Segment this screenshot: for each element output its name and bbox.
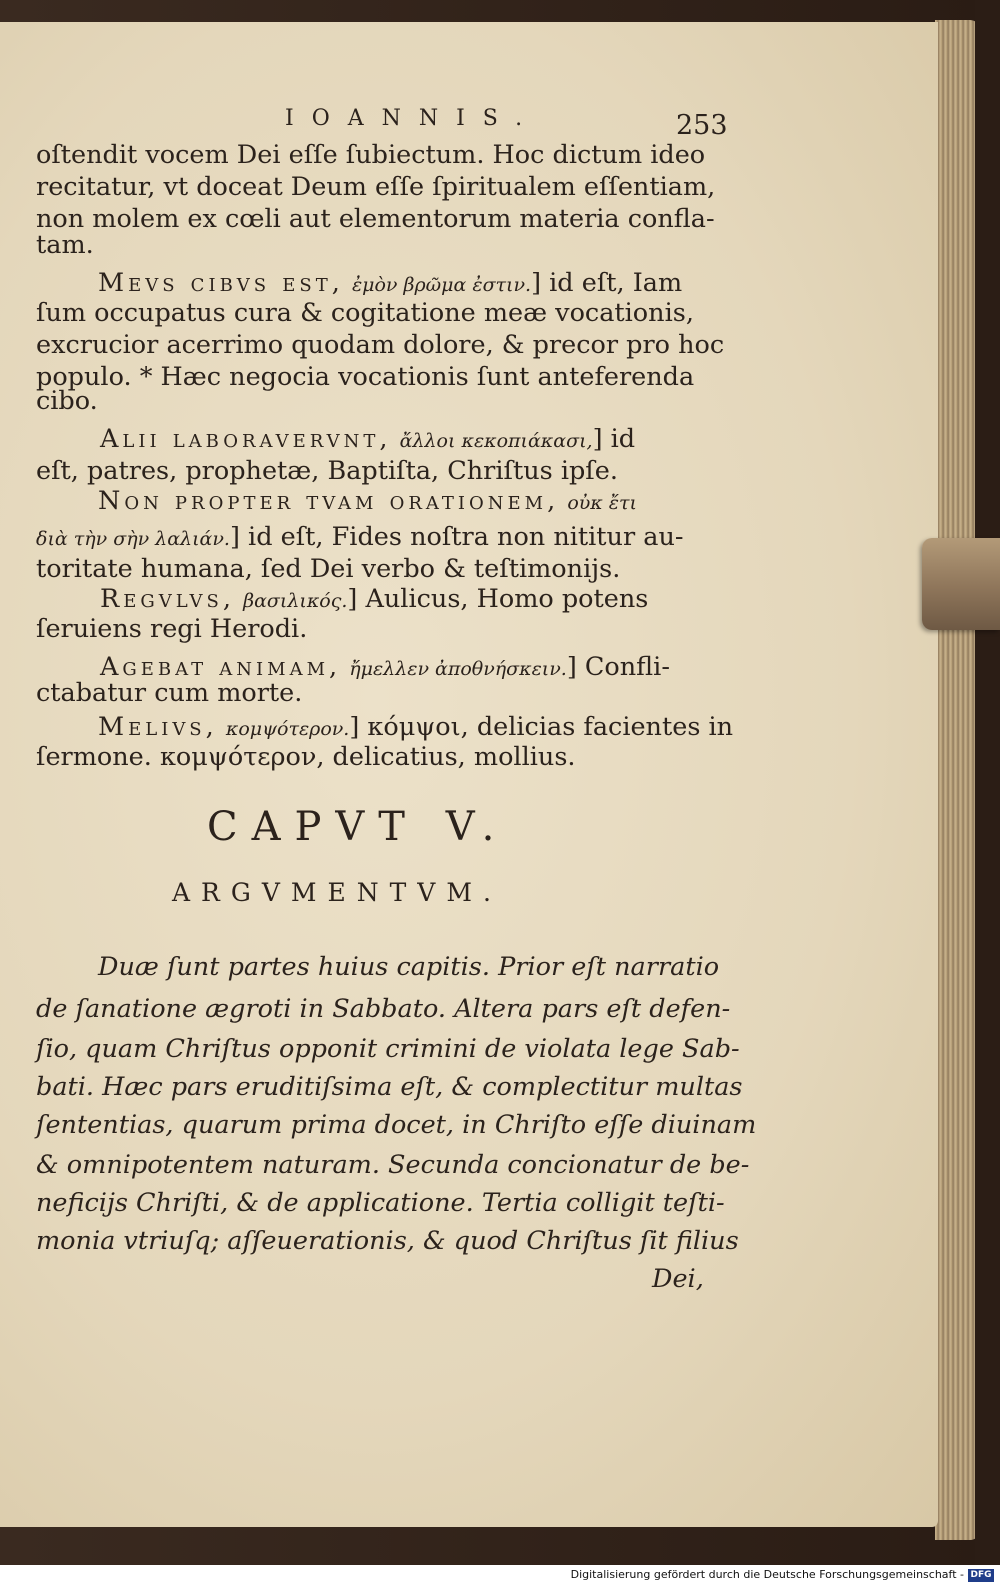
entry-greek: οὐκ ἔτι [567,492,637,514]
entry-first-line [98,712,733,745]
page-number: 253 [676,110,728,141]
entry-greek: ἤμελλεν ἀποθνήσκειν. [349,658,567,680]
chapter-title: CAPVT V. [207,804,509,850]
entry-lemma: Mevs cibvs est, [98,268,344,298]
entry-lemma: Melivs, [98,712,218,742]
entry-greek: διὰ τὴν σὴν λαλιάν. [36,528,230,550]
argumentum-line: bati. Hæc pars eruditiſsima eſt, & complectitur multas [36,1072,743,1102]
entry-first-line [100,584,648,617]
page-edges [935,20,980,1540]
entry-text: ] id [592,424,636,454]
body-line: tam. [36,230,94,260]
running-head: IOANNIS. [285,106,541,131]
dfg-logo: DFG [968,1569,994,1582]
entry-text: ] κόμψοι, delicias facientes in [349,712,734,742]
entry-lemma: Agebat animam, [100,652,342,682]
entry-line: ſeruiens regi Herodi. [36,614,308,644]
entry-text: ] Confli- [566,652,670,682]
entry-greek: κομψότερον. [225,718,350,740]
catchword: Dei, [652,1264,704,1294]
footer-credit: Digitalisierung gefördert durch die Deutsche Forschungsgemeinschaft - [570,1568,964,1581]
entry-line: ctabatur cum morte. [36,678,303,708]
argumentum-line: monia vtriuſq; aſſeuerationis, & quod Chriſtus ſit filius [36,1226,739,1256]
entry-line: ſermone. κομψότερον, delicatius, mollius. [36,742,576,772]
entry-line: excrucior acerrimo quodam dolore, & precor pro hoc [36,330,725,360]
page-paper [0,22,938,1527]
book-clasp [922,538,1000,630]
argumentum-title: ARGVMENTVM. [172,878,502,907]
entry-lemma: Regvlvs, [100,584,235,614]
entry-greek: βασιλικός. [243,590,348,612]
entry-line: populo. * Hæc negocia vocationis ſunt anteferenda [36,362,695,392]
entry-line: eſt, patres, prophetæ, Baptiſta, Chriſtus ipſe. [36,456,618,486]
entry-greek: ἄλλοι κεκοπιάκασι, [399,430,593,452]
entry-line [36,522,684,555]
argumentum-line: neficijs Chriſti, & de applicatione. Tertia colligit teſti- [36,1188,725,1218]
entry-line: cibo. [36,386,98,416]
argumentum-line: de ſanatione ægroti in Sabbato. Altera pars eſt defen- [36,994,731,1024]
entry-lemma: Alii laboravervnt, [100,424,392,454]
argumentum-line: ſententias, quarum prima docet, in Chriſto eſſe diuinam [36,1110,757,1140]
entry-text: ] id eſt, Iam [531,268,683,298]
entry-lemma: Non propter tvam orationem, [98,486,560,516]
book-cover-edge [975,0,1000,1565]
entry-greek: ἐμὸν βρῶμα ἐστιν. [351,274,532,296]
entry-text: ] Aulicus, Homo potens [347,584,649,614]
entry-line: toritate humana, ſed Dei verbo & teſtimonijs. [36,554,621,584]
entry-line: ſum occupatus cura & cogitatione meæ vocationis, [36,298,694,328]
entry-first-line [98,268,682,301]
argumentum-line: ſio, quam Chriſtus opponit crimini de violata lege Sab- [36,1034,740,1064]
argumentum-line: & omnipotentem naturam. Secunda concionatur de be- [36,1150,750,1180]
entry-first-line [98,486,637,519]
body-line: oſtendit vocem Dei eſſe ſubiectum. Hoc dictum ideo [36,140,706,170]
body-line: recitatur, vt doceat Deum eſſe ſpiritualem eſſentiam, [36,172,716,202]
entry-first-line [100,424,635,457]
entry-text: ] id eſt, Fides noſtra non nititur au- [229,522,684,552]
body-line: non molem ex cœli aut elementorum materia confla- [36,204,715,234]
argumentum-line: Duæ ſunt partes huius capitis. Prior eſt narratio [98,952,720,982]
